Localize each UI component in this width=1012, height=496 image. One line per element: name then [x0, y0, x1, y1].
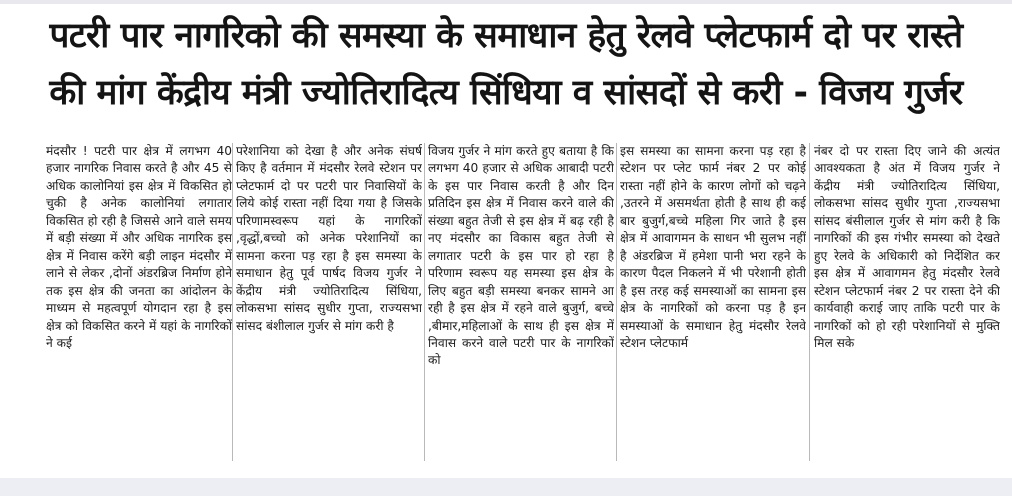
column-3-text: विजय गुर्जर ने मांग करते हुए बताया है कि लगभग 40 हजार से अधिक आबादी पटरी के इस पार निवास करती है और दिन प्रतिदिन इस क्षेत्र में निवास करने वाले की संख्या बहुत तेजी से इस क्षेत्र में बढ़ रही है नए मंदसौर का विकास बहुत तेजी से लगातार पटरी के इस पार हो रहा है परिणाम स्वरूप यह समस्या इस क्षेत्र के लिए बहुत बड़ी समस्या बनकर सामने आ रही है इस क्षेत्र में रहने वाले बुजुर्ग, बच्चे ,बीमार,महिलाओं के साथ ही इस क्षेत्र में निवास करने वाले पटरी पार के नागरिकों को: [428, 144, 614, 368]
article-body: [46, 143, 1006, 473]
headline-line-1: पटरी पार नागरिको की समस्या के समाधान हेतु रेलवे प्लेटफार्म दो पर रास्ते: [49, 16, 963, 56]
column-1-text: मंदसौर ! पटरी पार क्षेत्र में लगभग 40 हजार नागरिक निवास करते है और 45 से अधिक कालोनियां इस क्षेत्र में विकसित हो चुकी है अनेक कालोनियां लगातार विकसित हो रही है जिससे आने वाले समय में बड़ी संख्या में और अधिक नागरिक इस क्षेत्र में निवास करेंगे बड़ी लाइन मंदसौर में लाने से लेकर ,दोनों अंडरब्रिज निर्माण होने तक इस क्षेत्र की जनता का आंदोलन के माध्यम से महत्वपूर्ण योगदान रहा है इस क्षेत्र को विकसित करने में यहां के नागरिकों ने कई: [46, 144, 232, 350]
column-divider: [424, 143, 425, 461]
article-headline: [10, 8, 1002, 122]
article-column-1: [46, 143, 232, 473]
column-divider: [809, 143, 810, 461]
article-column-5: [814, 143, 1000, 473]
article-column-3: [428, 143, 614, 473]
column-5-text: नंबर दो पर रास्ता दिए जाने की अत्यंत आवश्यकता है अंत में विजय गुर्जर ने केंद्रीय मंत्री ज्योतिरादित्य सिंधिया, लोकसभा सांसद सुधीर गुप्ता ,राज्यसभा सांसद बंसीलाल गुर्जर से मांग करी है कि नागरिकों की इस गंभीर समस्या को देखते हुए रेलवे के अधिकारी को निर्देशित कर इस क्षेत्र में आवागमन हेतु मंदसौर रेलवे स्टेशन प्लेटफार्म नंबर 2 पर रास्ता देने की कार्यवाही कराई जाए ताकि पटरी पार के नागरिकों को हो रही परेशानियों से मुक्ति मिल सके: [814, 144, 1000, 350]
top-edge-strip: [0, 0, 1012, 4]
article-column-2: [236, 143, 422, 473]
bottom-edge-strip: [0, 478, 1012, 496]
column-2-text: परेशानिया को देखा है और अनेक संघर्ष किए है वर्तमान में मंदसौर रेलवे स्टेशन पर प्लेटफार्म दो पर पटरी पार निवासियों के लिये कोई रास्ता नहीं दिया गया है जिसके परिणामस्वरूप यहां के नागरिकों ,वृद्धों,बच्चो को अनेक परेशानियों का सामना करना पड़ रहा है इस समस्या के समाधान हेतु पूर्व पार्षद विजय गुर्जर ने केंद्रीय मंत्री ज्योतिरादित्य सिंधिया, लोकसभा सांसद सुधीर गुप्ता, राज्यसभा सांसद बंशीलाल गुर्जर से मांग करी है: [236, 144, 422, 333]
column-divider: [232, 143, 233, 461]
column-4-text: इस समस्या का सामना करना पड़ रहा है स्टेशन पर प्लेट फार्म नंबर 2 पर कोई रास्ता नहीं होने के कारण लोगों को चढ़ने ,उतरने में असमर्थता होती है साथ ही कई बार बुजुर्ग,बच्चे महिला गिर जाते है इस क्षेत्र में आवागमन के साधन भी सुलभ नहीं है अंडरब्रिज में हमेशा पानी भरा रहने के कारण पैदल निकलने में भी परेशानी होती है इस तरह कई समस्याओं का सामना इस क्षेत्र के नागरिकों को करना पड़ है इन समस्याओं के समाधान हेतु मंदसौर रेलवे स्टेशन प्लेटफार्म: [620, 144, 806, 350]
article-column-4: [620, 143, 806, 473]
headline-line-2: की मांग केंद्रीय मंत्री ज्योतिरादित्य सिंधिया व सांसदों से करी - विजय गुर्जर: [49, 73, 963, 113]
column-divider: [616, 143, 617, 461]
